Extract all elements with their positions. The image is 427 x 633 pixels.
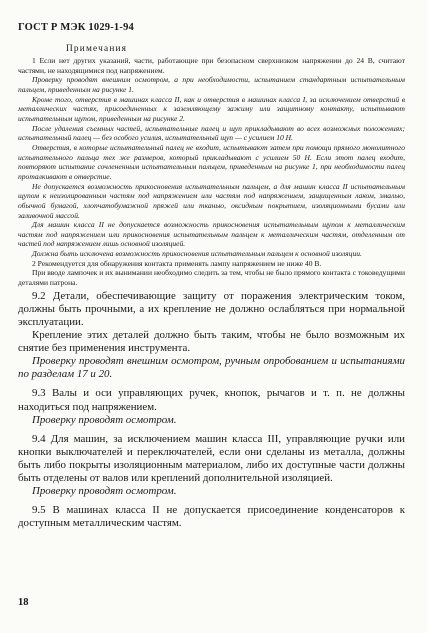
section-paragraph: 9.3 Валы и оси управляющих ручек, кнопок, рычагов и т. п. не должны находиться под напряжением.	[18, 387, 405, 413]
note-paragraph: После удаления съемных частей, испытательные палец и щуп прикладывают во всех возможных положениях; испытательный палец — без особого усилия, испытательный щуп — с усилием 10 Н.	[18, 123, 405, 143]
section-paragraph: Проверку проводят осмотром.	[32, 413, 177, 426]
note-paragraph: Для машин класса II не допускается возможность прикосновения испытательным щупом к металлическим частям под напряжением или прикосновения испытательным пальцем к металлическим частям, отделенным от частей под напряжением лишь основной изоляцией.	[18, 220, 405, 249]
note-paragraph: Должна быть исключена возможность прикосновения испытательным пальцем к основной изоляции.	[32, 249, 362, 259]
note-paragraph: 2 Рекомендуется для обнаружения контакта применять лампу напряжением не ниже 40 В.	[32, 258, 322, 268]
standard-header: ГОСТ Р МЭК 1029-1-94	[18, 22, 134, 33]
section-paragraph: Проверку проводят осмотром.	[32, 485, 177, 498]
section-paragraph: 9.5 В машинах класса II не допускается присоединение конденсаторов к доступным металлическим частям.	[18, 504, 405, 530]
page-number: 18	[18, 597, 29, 608]
section-paragraph: 9.2 Детали, обеспечивающие защиту от поражения электрическим током, должны быть прочными, а их крепление не должно ослабляться при нормальной эксплуатации.	[18, 289, 405, 328]
section-paragraph: Проверку проводят внешним осмотром, ручным опробованием и испытаниями по разделам 17 и 20.	[18, 355, 405, 381]
sections-block	[18, 290, 405, 531]
note-paragraph: Проверку проводят внешним осмотром, а при необходимости, испытанием стандартным испытательным пальцем, приведенным на рисунке 1.	[18, 75, 405, 94]
note-paragraph: Не допускается возможность прикосновения испытательным пальцем, а для машин класса II испытательным щупом к неизолированным частям под напряжением или частям под напряжением, защищенным лаком, эмалью, обычной бумагой, хлопчатобумажной пряжей или тканью, оксидным покрытием, изоляционными бусами или заливочной массой.	[18, 181, 405, 220]
note-paragraph: При вводе лампочек и их вынимании необходимо следить за тем, чтобы не было прямого контакта с токоведущими деталями патрона.	[18, 268, 405, 288]
notes-block	[18, 44, 405, 288]
note-paragraph: 1 Если нет других указаний, части, работающие при безопасном сверхнизком напряжении до 24 В, считают частями, не находящимися под напряжением.	[18, 56, 405, 75]
note-paragraph: Отверстия, в которые испытательный палец не входит, испытывают затем при помощи прямого монолитного испытательного пальца тех же размеров, который прикладывают с усилием 50 Н. Если этот палец входит, повторяют испытание сочлененным испытательным пальцем, приведенным на рисунке 1, при необходимости палец проталкивают в отверстие.	[18, 142, 405, 181]
section-paragraph: Крепление этих деталей должно быть таким, чтобы не было возможным их снятие без применения инструмента.	[18, 329, 405, 355]
section-paragraph: 9.4 Для машин, за исключением машин класса III, управляющие ручки или кнопки выключателей и переключателей, если они сделаны из металла, должны быть либо покрыты изоляционным материалом, либо их доступные части должны быть отделены от валов или креплений дополнительной изоляцией.	[18, 432, 405, 484]
note-paragraph: Кроме того, отверстия в машинах класса II, как и отверстия в машинах класса I, за исключением отверстий в металлических частях, присоединенных к заземляющему зажиму или защитному контакту, испытывают испытательным щупом, приведенным на рисунке 2.	[18, 94, 405, 123]
page-content	[18, 44, 405, 530]
notes-title: Примечания	[66, 44, 128, 54]
